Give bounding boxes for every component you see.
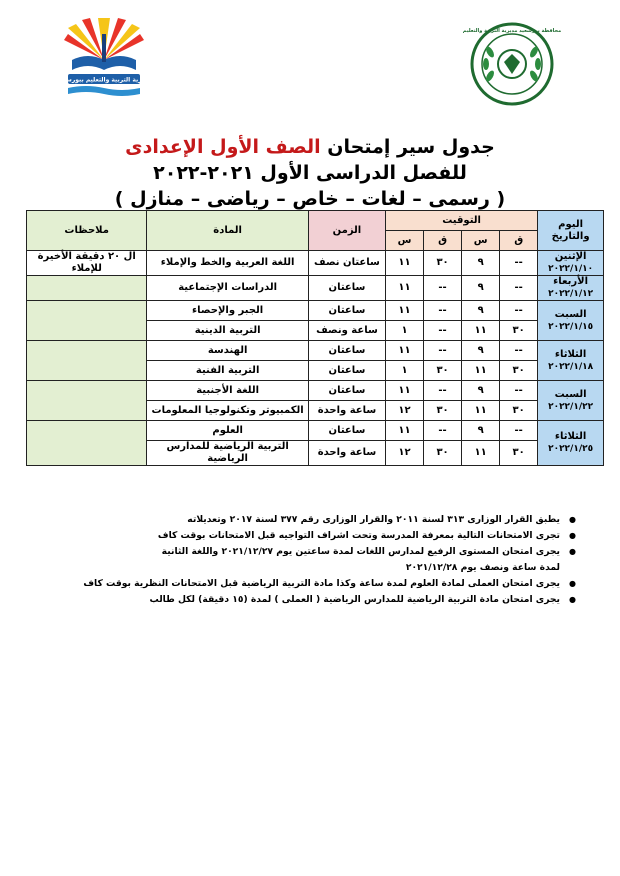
subject-cell: التربية الفنية [147, 361, 308, 381]
start-minute-cell: -- [500, 421, 538, 441]
table-row [27, 301, 604, 321]
duration-cell: ساعتان [308, 276, 385, 301]
end-hour-cell: ١١ [386, 276, 424, 301]
title-school-types: ( رسمى – لغات – خاص – رياضى – منازل ) [114, 188, 506, 210]
note-item: لمدة ساعة ونصف يوم ٢٠٢١/١٢/٢٨ [405, 562, 560, 573]
subject-cell: الدراسات الإجتماعية [147, 276, 308, 301]
start-minute-cell: ٣٠ [500, 401, 538, 421]
day-date-cell [538, 421, 604, 466]
day-date-cell [538, 251, 604, 276]
table-row [27, 381, 604, 401]
end-hour-cell: ١ [386, 321, 424, 341]
table-row [27, 341, 604, 361]
note-item: ● يجرى امتحان المستوى الرفيع لمدارس اللغات لمدة ساعتين يوم ٢٠٢١/١٢/٢٧ واللغة الثانية [120, 544, 560, 560]
exam-date: ٢٠٢٢/١/١٢ [548, 289, 594, 299]
duration-cell: ساعتان [308, 421, 385, 441]
end-minute-cell: ٣٠ [424, 401, 462, 421]
start-hour-cell: ١١ [462, 441, 500, 466]
duration-cell: ساعتان [308, 381, 385, 401]
notes-list [83, 512, 578, 608]
end-hour-cell: ١ [386, 361, 424, 381]
exam-date: ٢٠٢٢/١/١٨ [548, 361, 594, 372]
duration-cell: ساعة ونصف [308, 321, 385, 341]
exam-schedule-table [26, 210, 604, 466]
start-minute-cell: -- [500, 301, 538, 321]
note-item: ● يجرى امتحان مادة التربية الرياضية للمدارس الرياضية ( العملى ) لمدة (١٥ دقيقة) لكل طالب [120, 592, 560, 608]
notes-cell [27, 421, 147, 466]
end-hour-cell: ١١ [386, 301, 424, 321]
day-date-cell [538, 381, 604, 421]
end-minute-cell: -- [424, 341, 462, 361]
subject-cell: التربية الدينية [147, 321, 308, 341]
exam-date: ٢٠٢٢/١/١٥ [548, 321, 594, 332]
start-hour-cell: ٩ [462, 301, 500, 321]
start-hour-cell: ٩ [462, 251, 500, 276]
start-hour-cell: ١١ [462, 361, 500, 381]
subject-cell: الجبر والإحصاء [147, 301, 308, 321]
start-minute-cell: ٣٠ [500, 361, 538, 381]
duration-cell: ساعة واحدة [308, 441, 385, 466]
end-minute-cell: -- [424, 421, 462, 441]
exam-date: ٢٠٢٢/١/١٠ [548, 264, 594, 274]
subject-cell: التربية الرياضية للمدارس الرياضية [147, 441, 308, 466]
end-hour-cell: ١٢ [386, 441, 424, 466]
start-minute-cell: ٣٠ [500, 441, 538, 466]
day-name: السبت [554, 308, 587, 320]
start-minute-cell: -- [500, 341, 538, 361]
exam-date: ٢٠٢٢/١/٢٢ [548, 401, 594, 412]
end-hour-cell: ١١ [386, 421, 424, 441]
notes-cell: ال ٢٠ دقيقة الأخيرة للإملاء [27, 251, 147, 276]
duration-cell: ساعة واحدة [308, 401, 385, 421]
header-time: التوقيت [386, 211, 538, 231]
day-name: الإثنين [554, 251, 587, 262]
governorate-seal-logo [462, 22, 562, 106]
header-duration: الزمن [308, 211, 385, 251]
header-notes: ملاحظات [27, 211, 147, 251]
logo-caption: مديرية التربية والتعليم ببورسعيد [56, 76, 152, 84]
start-hour-cell: ١١ [462, 321, 500, 341]
subject-cell: اللغة العربية والخط والإملاء [147, 251, 308, 276]
end-minute-cell: ٣٠ [424, 361, 462, 381]
end-hour-cell: ١١ [386, 341, 424, 361]
table-row [27, 251, 604, 276]
exam-date: ٢٠٢٢/١/٢٥ [548, 444, 594, 454]
note-item: ● تجرى الامتحانات التالية بمعرفة المدرسة وتحت اشراف التواجيه قبل الامتحانات بوقت كاف [120, 528, 560, 544]
end-minute-cell: -- [424, 381, 462, 401]
day-date-cell [538, 276, 604, 301]
end-hour-cell: ١١ [386, 381, 424, 401]
start-minute-cell: -- [500, 381, 538, 401]
start-minute-cell: -- [500, 276, 538, 301]
start-hour-cell: ٩ [462, 341, 500, 361]
end-hour-cell: ١٢ [386, 401, 424, 421]
subject-cell: العلوم [147, 421, 308, 441]
day-name: السبت [554, 388, 587, 400]
duration-cell: ساعتان [308, 341, 385, 361]
start-hour-cell: ١١ [462, 401, 500, 421]
start-hour-cell: ٩ [462, 381, 500, 401]
end-minute-cell: ٣٠ [424, 251, 462, 276]
subject-cell: الهندسة [147, 341, 308, 361]
header-start-minute: ق [500, 231, 538, 251]
subject-cell: اللغة الأجنبية [147, 381, 308, 401]
header-end-minute: ق [424, 231, 462, 251]
end-minute-cell: ٣٠ [424, 441, 462, 466]
header-subject: المادة [147, 211, 308, 251]
title-prefix: جدول سير إمتحان [327, 136, 495, 158]
title-grade: الصف الأول الإعدادى [125, 136, 321, 158]
day-name: الثلاثاء [554, 348, 587, 360]
end-hour-cell: ١١ [386, 251, 424, 276]
duration-cell: ساعتان [308, 301, 385, 321]
notes-cell [27, 276, 147, 301]
header-end-hour: س [386, 231, 424, 251]
end-minute-cell: -- [424, 321, 462, 341]
end-minute-cell: -- [424, 301, 462, 321]
seal-caption: محافظة بورسعيد مديرية التربية والتعليم [462, 28, 562, 34]
duration-cell: ساعتان [308, 361, 385, 381]
header-day-date: اليوم والتاريخ [538, 211, 604, 251]
subject-cell: الكمبيوتر وتكنولوجيا المعلومات [147, 401, 308, 421]
day-date-cell [538, 301, 604, 341]
wave-icon [68, 86, 140, 96]
table-row [27, 421, 604, 441]
day-date-cell [538, 341, 604, 381]
note-item: ● يجرى امتحان العملى لمادة العلوم لمدة ساعة وكذا مادة التربية الرياضية قبل الامتحانات النظرية بوقت كاف [120, 576, 560, 592]
education-directorate-logo [58, 18, 150, 102]
notes-cell [27, 381, 147, 421]
notes-cell [27, 341, 147, 381]
exam-schedule-title [0, 134, 620, 212]
start-hour-cell: ٩ [462, 276, 500, 301]
title-line-1 [0, 134, 620, 160]
note-item: ● يطبق القرار الوزارى ٣١٣ لسنة ٢٠١١ والقرار الوزارى رقم ٣٧٧ لسنة ٢٠١٧ وتعديلاته [120, 512, 560, 528]
start-minute-cell: ٣٠ [500, 321, 538, 341]
header-start-hour: س [462, 231, 500, 251]
title-term: للفصل الدراسى الأول ٢٠٢١-٢٠٢٢ [153, 162, 467, 184]
day-name: الثلاثاء [554, 431, 587, 442]
start-minute-cell: -- [500, 251, 538, 276]
table-row [27, 276, 604, 301]
duration-cell: ساعتان نصف [308, 251, 385, 276]
day-name: الأربعاء [553, 276, 589, 287]
start-hour-cell: ٩ [462, 421, 500, 441]
notes-cell [27, 301, 147, 341]
end-minute-cell: -- [424, 276, 462, 301]
schedule-body [27, 251, 604, 466]
